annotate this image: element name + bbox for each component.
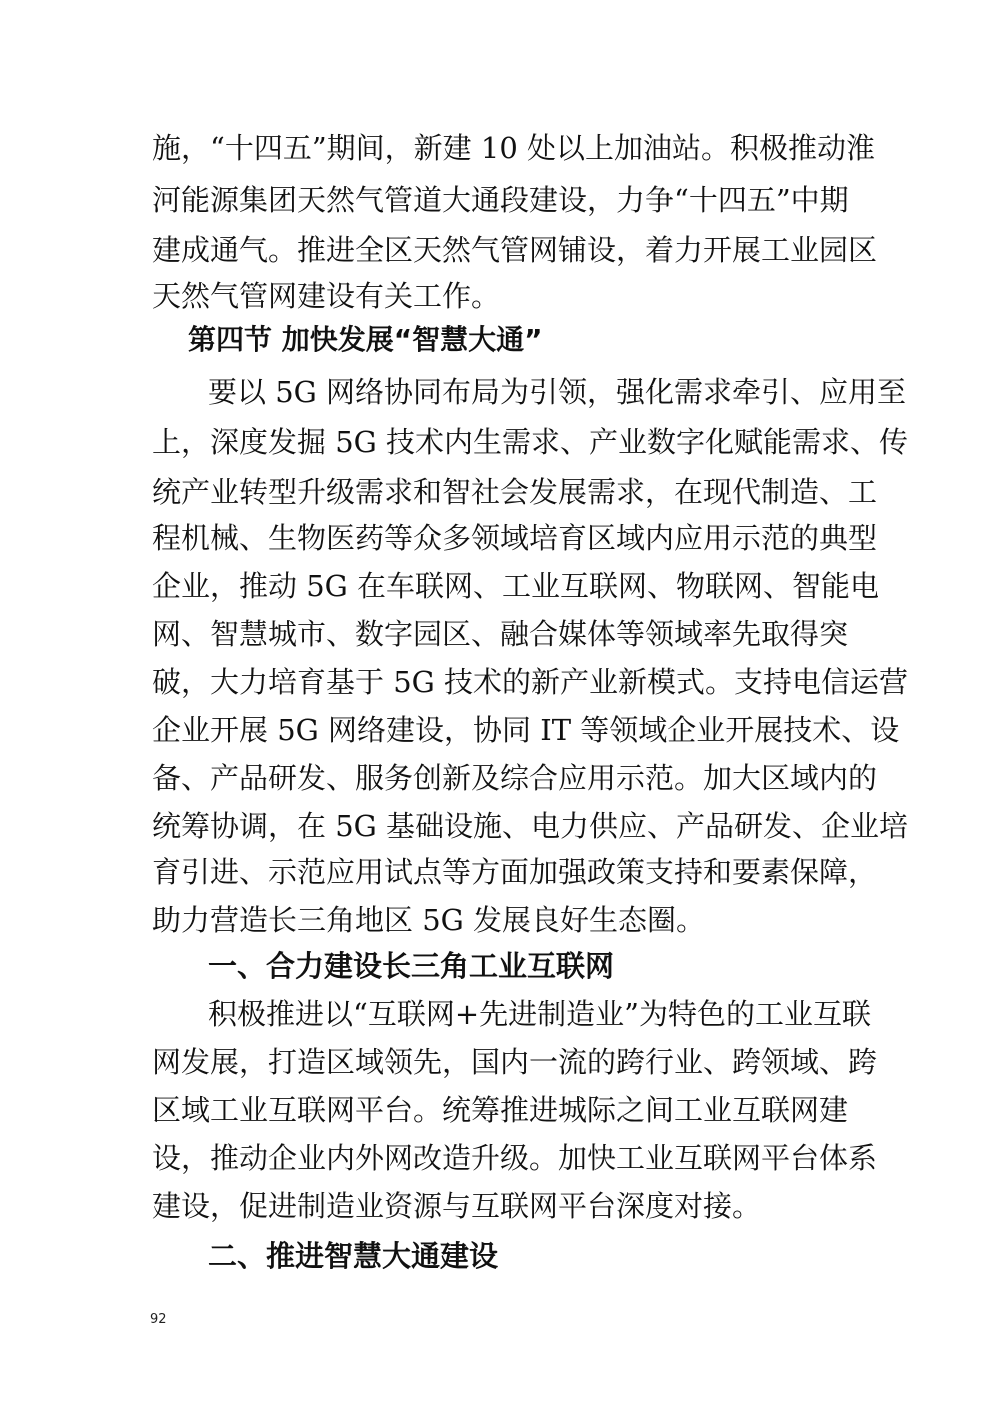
text-line: 区域工业互联网平台。统筹推进城际之间工业互联网建 — [152, 1093, 849, 1127]
page-number: 92 — [150, 1312, 167, 1327]
text-line: 破，大力培育基于 5G 技术的新产业新模式。支持电信运营 — [152, 665, 909, 699]
text-line: 设，推动企业内外网改造升级。加快工业互联网平台体系 — [152, 1141, 878, 1175]
subsection-heading: 二、推进智慧大通建设 — [208, 1239, 499, 1273]
text-line: 要以 5G 网络协同布局为引领，强化需求牵引、应用至 — [208, 375, 907, 409]
text-line: 备、产品研发、服务创新及综合应用示范。加大区域内的 — [152, 761, 878, 795]
text-line: 上，深度发掘 5G 技术内生需求、产业数字化赋能需求、传 — [152, 425, 909, 459]
section-heading: 第四节 加快发展“智慧大通” — [188, 323, 543, 356]
text-line: 统筹协调，在 5G 基础设施、电力供应、产品研发、企业培 — [152, 809, 909, 843]
text-line: 助力营造长三角地区 5G 发展良好生态圈。 — [152, 903, 706, 937]
text-line: 河能源集团天然气管道大通段建设，力争“十四五”中期 — [152, 183, 849, 217]
text-line: 企业，推动 5G 在车联网、工业互联网、物联网、智能电 — [152, 569, 880, 603]
text-line: 育引进、示范应用试点等方面加强政策支持和要素保障， — [152, 855, 878, 889]
text-line: 网、智慧城市、数字园区、融合媒体等领域率先取得突 — [152, 617, 849, 651]
text-line: 统产业转型升级需求和智社会发展需求，在现代制造、工 — [152, 475, 878, 509]
text-line: 积极推进以“互联网+先进制造业”为特色的工业互联 — [208, 997, 871, 1031]
subsection-heading: 一、合力建设长三角工业互联网 — [208, 949, 615, 983]
text-line: 建设，促进制造业资源与互联网平台深度对接。 — [152, 1189, 762, 1223]
text-line: 建成通气。推进全区天然气管网铺设，着力开展工业园区 — [152, 233, 878, 267]
text-line: 天然气管网建设有关工作。 — [152, 279, 501, 313]
text-line: 程机械、生物医药等众多领域培育区域内应用示范的典型 — [152, 521, 878, 555]
text-line: 企业开展 5G 网络建设，协同 IT 等领域企业开展技术、设 — [152, 713, 900, 747]
text-line: 施，“十四五”期间，新建 10 处以上加油站。积极推动淮 — [152, 131, 875, 165]
text-line: 网发展，打造区域领先，国内一流的跨行业、跨领域、跨 — [152, 1045, 878, 1079]
